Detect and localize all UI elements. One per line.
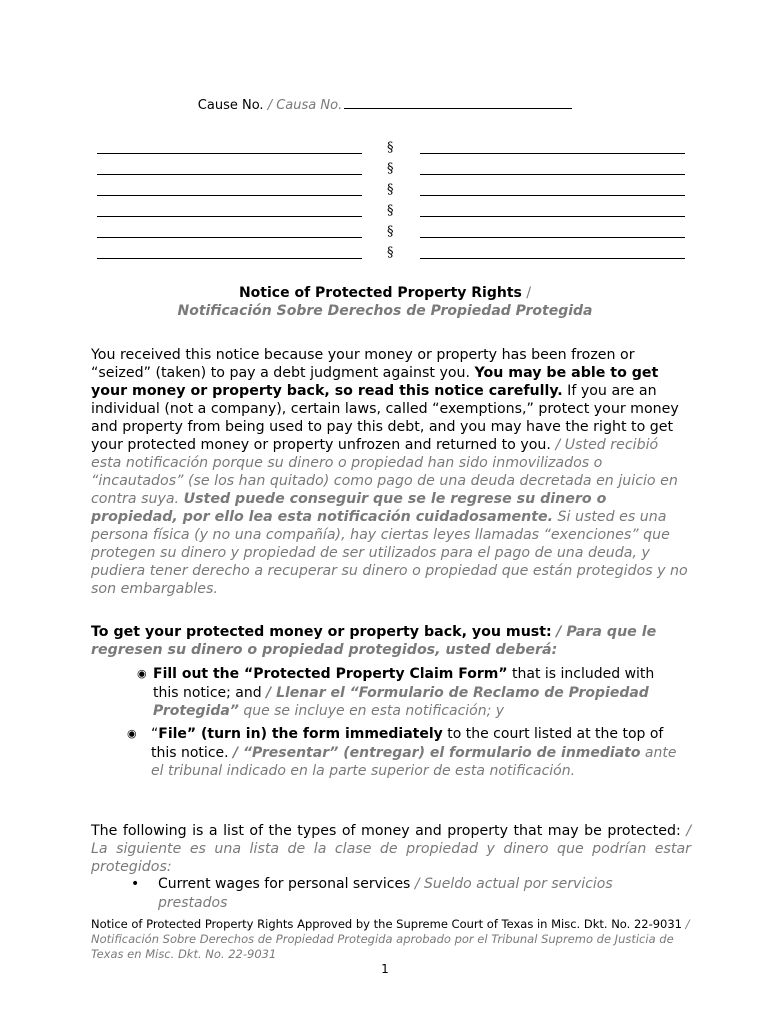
must-item-1-es: que se incluye en esta notificación; y — [243, 703, 505, 719]
caption-row — [97, 246, 686, 266]
caption-row — [97, 204, 686, 224]
caption-right-blank[interactable] — [420, 174, 685, 175]
bullet-icon: • — [131, 876, 140, 892]
list-intro-en: The following is a list of the types of money and property that may be protected: — [91, 823, 681, 839]
must-item-1-bold-en: Fill out the “Protected Property Claim Form” — [153, 666, 508, 682]
section-symbol: § — [387, 245, 394, 260]
intro-en-1: You received this notice because your money or property has been frozen or “seized” (taken) to pay a debt judgment against you. — [91, 347, 635, 381]
section-symbol: § — [387, 182, 394, 197]
bullet-icon: ◉ — [127, 727, 137, 740]
intro-en-2: If you are an individual (not a company), certain laws, called “exemptions,” protect your money and property from being used to pay this debt, and you may have the right to get your protected money or property unfrozen and returned to you. — [91, 383, 679, 453]
section-symbol: § — [387, 140, 394, 155]
must-heading-es: / Para que le regresen su dinero o propiedad protegidos, usted deberá: — [91, 624, 657, 658]
footer-en: Notice of Protected Property Rights Approved by the Supreme Court of Texas in Misc. Dkt. No. 22-9031 — [91, 917, 682, 931]
intro-es-2: Si usted es una persona física (y no una compañía), hay ciertas leyes llamadas “exenciones” que protegen su dinero y propiedad de ser utilizados para el pago de una deuda, y pudiera tener derecho a recuperar su dinero o propiedad que están protegidos y no son embargables. — [91, 509, 688, 597]
must-heading-en: To get your protected money or property back, you must: — [91, 624, 552, 640]
section-symbol: § — [387, 203, 394, 218]
caption-left-blank[interactable] — [97, 237, 362, 238]
caption-left-blank[interactable] — [97, 153, 362, 154]
caption-right-blank[interactable] — [420, 258, 685, 259]
must-item-2 — [127, 725, 691, 781]
list-item — [131, 875, 658, 912]
must-item-1-en: that is included with this notice; and — [153, 666, 655, 701]
title-sep: / — [526, 285, 532, 301]
caption-row — [97, 225, 686, 245]
section-symbol: § — [387, 161, 394, 176]
page-number: 1 — [381, 962, 389, 976]
must-item-1-bold-es: / Llenar el “Formulario de Reclamo de Propiedad Protegida” — [153, 684, 649, 719]
list-item-en: Current wages for personal services — [158, 876, 411, 892]
must-heading — [91, 623, 691, 659]
caption-right-blank[interactable] — [420, 237, 685, 238]
caption-right-blank[interactable] — [420, 216, 685, 217]
title-es: Notificación Sobre Derechos de Propiedad Protegida — [177, 303, 593, 319]
notice-title — [0, 284, 770, 320]
list-intro-es: / La siguiente es una lista de la clase de propiedad y dinero que podrían estar protegidos: — [91, 823, 691, 875]
must-item-2-bold-en: File” (turn in) the form immediately — [158, 726, 443, 742]
caption-row — [97, 141, 686, 161]
cause-label: Cause No. — [197, 98, 264, 113]
caption-right-blank[interactable] — [420, 153, 685, 154]
cause-number-line — [0, 96, 770, 113]
bullet-icon: ◉ — [137, 667, 147, 680]
caption-left-blank[interactable] — [97, 195, 362, 196]
intro-es-1: / Usted recibió esta notificación porque su dinero o propiedad han sido inmovilizados o “incautados” (se los han quitado) como pago de una deuda decretada en juicio en contra suya. — [91, 437, 678, 507]
intro-es-bold: Usted puede conseguir que se le regrese su dinero o propiedad, por ello lea esta notificación cuidadosamente. — [91, 491, 607, 525]
caption-row — [97, 162, 686, 182]
title-en: Notice of Protected Property Rights — [238, 285, 522, 301]
page-footer — [91, 917, 691, 962]
list-intro — [91, 822, 691, 876]
list-item-es: / Sueldo actual por servicios prestados — [158, 876, 613, 911]
cause-label-es: / Causa No. — [267, 98, 343, 113]
must-item-2-bold-es: / “Presentar” (entregar) el formulario de inmediato — [233, 744, 641, 761]
cause-number-blank[interactable] — [344, 96, 572, 109]
caption-left-blank[interactable] — [97, 174, 362, 175]
must-item-2-en: to the court listed at the top of this notice. — [151, 726, 664, 761]
intro-paragraph — [91, 346, 691, 598]
must-item-2-pre: “ — [151, 726, 159, 742]
caption-left-blank[interactable] — [97, 216, 362, 217]
intro-en-bold: You may be able to get your money or property back, so read this notice carefully. — [91, 365, 659, 399]
must-item-2-es: ante el tribunal indicado en la parte superior de esta notificación. — [151, 744, 677, 779]
caption-right-blank[interactable] — [420, 195, 685, 196]
must-item-1 — [137, 665, 663, 721]
caption-row — [97, 183, 686, 203]
footer-es: / Notificación Sobre Derechos de Propiedad Protegida aprobado por el Tribunal Supremo de Justicia de Texas en Misc. Dkt. No. 22-9031 — [91, 917, 690, 961]
caption-left-blank[interactable] — [97, 258, 362, 259]
section-symbol: § — [387, 224, 394, 239]
